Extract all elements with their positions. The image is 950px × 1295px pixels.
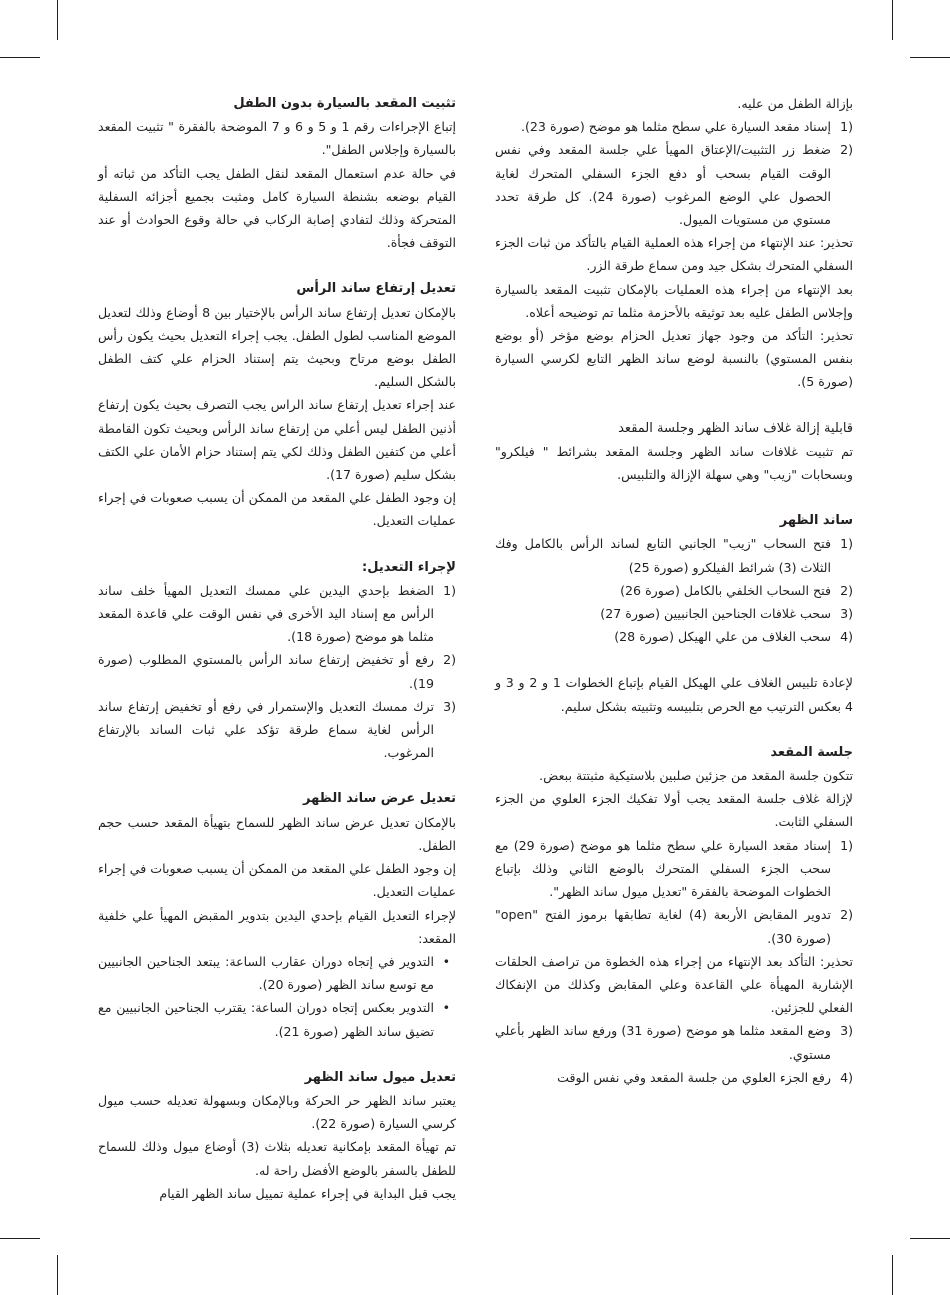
list-item-text: سحب الغلاف من علي الهيكل (صورة 28) [614,629,831,645]
left-column [98,92,456,1205]
crop-mark [892,1255,893,1295]
list-number: 1) [840,119,853,135]
list-item [495,625,853,648]
numbered-list [495,1019,853,1089]
section-heading: تعديل إرتفاع ساند الرأس [296,281,456,297]
list-item [495,115,853,138]
paragraph: بإزالة الطفل من عليه. [737,96,853,111]
warning-paragraph: تحذير: التأكد بعد الإنتهاء من إجراء هذه الخطوة من تراصف الحلقات الإشارية المهيأة علي القاعدة وعلي المقابض وكذلك من الإنفكاك الفعلي للجزئين. [495,953,853,1016]
warning-paragraph: تحذير: التأكد من وجود جهاز تعديل الحزام بوضع مؤخر (أو بوضع بنفس المستوي) بالنسبة لوضع ساند الظهر التابع لكرسي السيارة (صورة 5). [495,328,853,390]
list-item [495,532,853,578]
list-item-text: فتح السحاب الخلفي بالكامل (صورة 26) [620,582,831,598]
list-item-text: فتح السحاب "زيب" الجانبي التابع لساند الرأس بالكامل وفك الثلاث (3) شرائط الفيلكرو (صورة 25) [495,536,831,575]
list-item-text: وضع المقعد مثلما هو موضح (صورة 31) ورفع ساند الظهر بأعلي مستوي. [495,1023,831,1062]
list-number: 2) [840,907,853,923]
right-column [495,92,853,1089]
list-number: 3) [840,1023,853,1039]
list-item-text: تدوير المقابض الأربعة (4) لغاية تطابقها برموز الفتح "open" (صورة 30). [495,907,831,946]
paragraph: في حالة عدم استعمال المقعد لنقل الطفل يجب التأكد من ثباته أو القيام بوضعه بشنطة السيارة كامل ومثبت بجميع أجزائه السفلية المتحركة وذلك لتفادي إصابة الركاب في حالة وقوع الحوادث أو عند التوقف فجأة. [98,165,456,251]
bullet-icon: • [442,1000,450,1016]
crop-mark [0,57,40,58]
section-heading: جلسة المقعد [770,744,853,760]
crop-mark [910,57,950,58]
crop-mark [892,0,893,40]
list-number: 2) [840,582,853,598]
section-heading: ساند الظهر [779,513,853,529]
paragraph: يجب قبل البداية في إجراء عملية تمييل ساند الظهر القيام [159,1185,456,1201]
crop-mark [0,1238,40,1239]
numbered-list [495,532,853,648]
list-item [98,579,456,649]
crop-mark [57,1255,58,1295]
paragraph: تم تثبيت غلافات ساند الظهر وجلسة المقعد بشرائط " فيلكرو" وبسحابات "زيب" وهي سهلة الإزالة والتلبيس. [495,443,853,483]
list-item-text: إسناد مقعد السيارة علي سطح مثلما هو موضح (صورة 23). [520,119,831,135]
list-item-text: التدوير بعكس إتجاه دوران الساعة: يقترب الجناحين الجانبيين مع تضيق ساند الظهر (صورة 21). [98,1000,434,1039]
section-heading: تعديل ميول ساند الظهر [304,1069,456,1085]
paragraph: يعتبر ساند الظهر حر الحركة وبالإمكان وبسهولة تعديله حسب ميول كرسي السيارة (صورة 22). [98,1092,456,1132]
list-number: 1) [443,582,456,598]
list-item [495,138,853,231]
paragraph: لإزالة غلاف جلسة المقعد يجب أولا تفكيك الجزء العلوي من الجزء السفلي الثابت. [495,791,853,830]
bullet-icon: • [442,953,450,969]
list-item [98,950,456,996]
section-heading: لإجراء التعديل: [362,559,456,575]
list-item-text: ترك ممسك التعديل والإستمرار في رفع أو تخفيض إرتفاع ساند الرأس لغاية سماع طرقة تؤكد علي ثبات الساند بالإرتفاع المرغوب. [98,698,434,761]
paragraph: لإجراء التعديل القيام بإحدي اليدين بتدوير المقبض المهيأ علي خلفية المقعد: [98,907,456,946]
list-item-text: ضغط زر التثبيت/الإعتاق المهيأ علي جلسة المقعد وفي نفس الوقت القيام بسحب أو دفع الجزء السفلي المتحرك لغاية الحصول علي الوضع المرغوب (صورة 24). كل طرقة تحدد مستوي من مستويات الميول. [495,142,831,228]
paragraph: بالإمكان تعديل إرتفاع ساند الرأس بالإختيار بين 8 أوضاع وذلك لتعديل الموضع المناسب لطول الطفل. يجب إجراء التعديل بحيث يكون رأس الطفل بوضع مرتاح وبحيث يتم إستناد الحزام علي كتف الطفل بالشكل السليم. [98,304,456,390]
paragraph: بالإمكان تعديل عرض ساند الظهر للسماح بتهيأة المقعد حسب حجم الطفل. [98,814,456,853]
list-number: 4) [840,629,853,645]
list-number: 3) [840,606,853,622]
bullet-list [98,950,456,1043]
paragraph: إتباع الإجراءات رقم 1 و 5 و 6 و 7 الموضحة بالفقرة " تثبيت المقعد بالسيارة وإجلاس الطفل". [98,119,456,158]
list-item [495,602,853,625]
paragraph: بعد الإنتهاء من إجراء هذه العمليات بالإمكان تثبيت المقعد بالسيارة وإجلاس الطفل عليه بعد توثيقه بالأحزمة مثلما تم توضيحه أعلاه. [495,281,853,320]
list-item [495,903,853,949]
paragraph: تم تهيأة المقعد بإمكانية تعديله بثلاث (3) أوضاع ميول وذلك للسماح للطفل بالسفر بالوضع الأفضل راحة له. [98,1139,456,1178]
list-item-text: التدوير في إتجاه دوران عقارب الساعة: يبتعد الجناحين الجانبيين مع توسع ساند الظهر (صورة 20). [98,953,434,993]
list-item [495,1019,853,1065]
list-item [98,648,456,694]
paragraph: عند إجراء تعديل إرتفاع ساند الراس يجب التصرف بحيث يكون إرتفاع أذنين الطفل ليس أعلي من إرتفاع ساند الرأس وبحيث تكون القامطة أعلي من كتفين الطفل وذلك لكي يتم إستناد حزام الأمان علي الكتف بشكل سليم (صورة 17). [98,397,456,483]
paragraph: إن وجود الطفل علي المقعد من الممكن أن يسبب صعوبات في إجراء عمليات التعديل. [98,490,456,529]
numbered-list [98,579,456,765]
numbered-list [495,834,853,950]
list-item [495,834,853,904]
list-item [98,695,456,765]
list-item-text: الضغط بإحدي اليدين علي ممسك التعديل المهيأ خلف ساند الرأس مع إسناد اليد الأخرى في نفس الوقت علي قاعدة المقعد مثلما هو موضح (صورة 18). [98,582,434,645]
list-item-text: سحب غلافات الجناحين الجانبيين (صورة 27) [600,606,831,622]
section-heading: تثبيت المقعد بالسيارة بدون الطفل [233,96,456,111]
list-item-text: رفع أو تخفيض إرتفاع ساند الرأس بالمستوي المطلوب (صورة 19). [98,652,434,691]
numbered-list [495,115,853,231]
list-number: 2) [443,652,456,668]
list-item [495,579,853,602]
list-item-text: إسناد مقعد السيارة علي سطح مثلما هو موضح (صورة 29) مع سحب الجزء السفلي المتحرك بالوضع الثاني وذلك بإتباع الخطوات الموضحة بالفقرة "تعديل ميول ساند الظهر". [495,837,831,900]
list-item [98,996,456,1042]
list-item [495,1066,853,1089]
list-number: 3) [443,698,456,714]
list-number: 4) [840,1069,853,1085]
section-heading: قابلية إزالة غلاف ساند الظهر وجلسة المقعد [618,420,853,436]
section-heading: تعديل عرض ساند الظهر [303,791,456,807]
list-number: 2) [840,142,853,158]
crop-mark [57,0,58,40]
list-item-text: رفع الجزء العلوي من جلسة المقعد وفي نفس الوقت [557,1069,831,1085]
warning-paragraph: تحذير: عند الإنتهاء من إجراء هذه العملية القيام بالتأكد من ثبات الجزء السفلي المتحرك بشكل جيد ومن سماع طرقة الزر. [495,235,853,274]
list-number: 1) [840,536,853,552]
list-number: 1) [840,837,853,853]
paragraph: لإعادة تلبيس الغلاف علي الهيكل القيام بإتباع الخطوات 1 و 2 و 3 و 4 بعكس الترتيب مع الحرص بتلبيسه وتثبيته بشكل سليم. [495,675,853,714]
paragraph: إن وجود الطفل علي المقعد من الممكن أن يسبب صعوبات في إجراء عمليات التعديل. [98,861,456,900]
crop-mark [910,1238,950,1239]
paragraph: تتكون جلسة المقعد من جزئين صلبين بلاستيكية مثبتتة ببعض. [539,768,853,784]
